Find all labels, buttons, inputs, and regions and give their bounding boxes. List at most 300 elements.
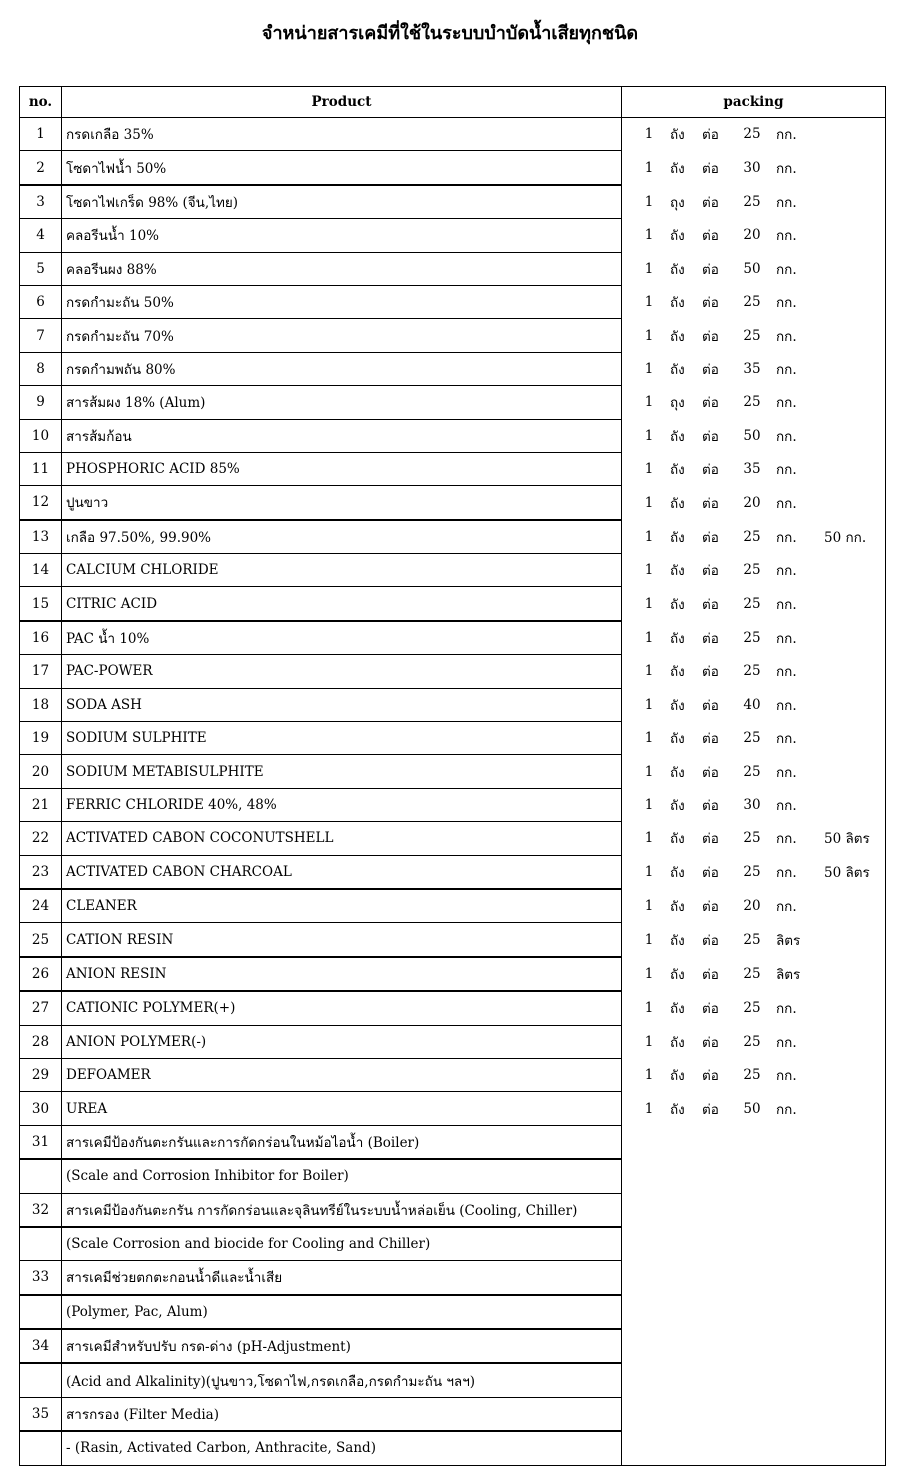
packing-per: ต่อ xyxy=(702,764,719,781)
packing-qty: 1 xyxy=(644,528,654,545)
packing-unit: กก. xyxy=(776,160,797,177)
row-number: 24 xyxy=(20,889,62,923)
packing-cell xyxy=(622,219,886,252)
product-name: CATION RESIN xyxy=(62,923,622,957)
packing-container: ถัง xyxy=(670,1101,685,1118)
row-number: 26 xyxy=(20,957,62,991)
row-number: 31 xyxy=(20,1125,62,1159)
packing-cell xyxy=(622,1058,886,1091)
packing-qty xyxy=(644,1125,654,1159)
row-number: 21 xyxy=(20,788,62,821)
row-number: 34 xyxy=(20,1329,62,1363)
packing-qty xyxy=(644,1227,654,1261)
packing-cell xyxy=(622,486,886,520)
table-row xyxy=(20,118,886,151)
packing-unit: กก. xyxy=(776,596,797,613)
row-number: 14 xyxy=(20,554,62,587)
row-number xyxy=(20,1295,62,1329)
packing-amount: 50 xyxy=(743,260,761,277)
packing-qty xyxy=(644,1363,654,1397)
packing-qty: 1 xyxy=(644,360,654,377)
packing-unit: กก. xyxy=(776,395,797,412)
row-number: 25 xyxy=(20,923,62,957)
packing-amount xyxy=(740,1431,764,1464)
product-name: DEFOAMER xyxy=(62,1058,622,1091)
packing-amount: 25 xyxy=(743,394,761,411)
product-name: SODA ASH xyxy=(62,688,622,721)
packing-cell xyxy=(622,655,886,688)
product-name: กรดกำมพถัน 80% xyxy=(62,352,622,385)
product-name: ACTIVATED CABON CHARCOAL xyxy=(62,855,622,889)
product-name: CATIONIC POLYMER(+) xyxy=(62,991,622,1025)
product-name: UREA xyxy=(62,1092,622,1125)
packing-per: ต่อ xyxy=(702,697,719,714)
packing-qty: 1 xyxy=(644,595,654,612)
product-name: ปูนขาว xyxy=(62,486,622,520)
packing-per: ต่อ xyxy=(702,261,719,278)
table-row xyxy=(20,621,886,655)
product-name: สารเคมีสำหรับปรับ กรด-ด่าง (pH-Adjustment) xyxy=(62,1329,622,1363)
packing-per: ต่อ xyxy=(702,831,719,848)
packing-unit: กก. xyxy=(776,898,797,915)
packing-per: ต่อ xyxy=(702,865,719,882)
packing-amount: 25 xyxy=(743,730,761,747)
packing-unit: กก. xyxy=(776,328,797,345)
product-name: SODIUM SULPHITE xyxy=(62,722,622,755)
table-body xyxy=(20,118,886,1466)
packing-unit: กก. xyxy=(776,1068,797,1085)
packing-unit: กก. xyxy=(776,462,797,479)
packing-per: ต่อ xyxy=(702,664,719,681)
packing-amount: 35 xyxy=(743,461,761,478)
packing-container: ถัง xyxy=(670,798,685,814)
packing-cell xyxy=(622,520,886,554)
packing-qty: 1 xyxy=(644,897,654,914)
product-name: (Acid and Alkalinity)(ปูนขาว,โซดาไฟ,กรดเกลือ,กรดกำมะถัน ฯลฯ) xyxy=(62,1363,622,1397)
row-number: 19 xyxy=(20,722,62,755)
packing-qty: 1 xyxy=(644,830,654,847)
packing-cell xyxy=(622,722,886,755)
table-row xyxy=(20,991,886,1025)
table-row xyxy=(20,1025,886,1058)
table-row xyxy=(20,486,886,520)
packing-unit: กก. xyxy=(776,563,797,580)
packing-amount: 25 xyxy=(743,663,761,680)
packing-extra: 50 กก. xyxy=(824,529,867,546)
packing-per: ต่อ xyxy=(702,630,719,647)
packing-per: ต่อ xyxy=(702,1068,719,1085)
packing-per: ต่อ xyxy=(702,462,719,479)
table-row xyxy=(20,352,886,385)
product-name: คลอรีนน้ำ 10% xyxy=(62,219,622,252)
packing-qty: 1 xyxy=(644,965,654,982)
packing-amount xyxy=(740,1295,764,1329)
packing-amount: 25 xyxy=(743,1000,761,1017)
packing-amount: 25 xyxy=(743,830,761,847)
table-row xyxy=(20,1125,886,1159)
table-row xyxy=(20,755,886,788)
row-number: 29 xyxy=(20,1058,62,1091)
packing-qty xyxy=(644,1159,654,1193)
packing-per: ต่อ xyxy=(702,932,719,949)
row-number: 12 xyxy=(20,486,62,520)
table-row xyxy=(20,822,886,855)
packing-cell xyxy=(622,1363,886,1397)
packing-container: ถัง xyxy=(670,1034,685,1051)
packing-cell xyxy=(622,688,886,721)
row-number: 30 xyxy=(20,1092,62,1125)
row-number xyxy=(20,1363,62,1397)
packing-cell xyxy=(622,1227,886,1261)
product-name: FERRIC CHLORIDE 40%, 48% xyxy=(62,788,622,821)
packing-extra: 50 ลิตร xyxy=(824,831,870,848)
packing-qty: 1 xyxy=(644,294,654,311)
packing-unit: ลิตร xyxy=(776,932,801,949)
packing-container: ถัง xyxy=(670,328,685,345)
packing-qty xyxy=(644,1261,654,1295)
row-number: 11 xyxy=(20,452,62,485)
packing-qty xyxy=(644,1329,654,1363)
product-name: CITRIC ACID xyxy=(62,587,622,621)
packing-qty: 1 xyxy=(644,797,654,813)
product-name: กรดกำมะถัน 70% xyxy=(62,319,622,352)
packing-amount xyxy=(740,1261,764,1295)
packing-unit: กก. xyxy=(776,1101,797,1118)
row-number: 8 xyxy=(20,352,62,385)
packing-qty: 1 xyxy=(644,864,654,881)
packing-per: ต่อ xyxy=(702,395,719,412)
packing-unit: กก. xyxy=(776,664,797,681)
packing-per: ต่อ xyxy=(702,966,719,983)
page-title: จำหน่ายสารเคมีที่ใช้ในระบบบำบัดน้ำเสียทุกชนิด xyxy=(261,23,639,44)
packing-qty: 1 xyxy=(644,461,654,478)
packing-per: ต่อ xyxy=(702,1034,719,1051)
packing-amount xyxy=(740,1193,764,1227)
packing-unit: กก. xyxy=(776,1001,797,1018)
packing-qty: 1 xyxy=(644,260,654,277)
row-number: 9 xyxy=(20,386,62,419)
packing-unit: กก. xyxy=(776,1034,797,1051)
row-number: 32 xyxy=(20,1193,62,1227)
row-number: 33 xyxy=(20,1261,62,1295)
packing-container: ถัง xyxy=(670,865,685,882)
product-name: กรดกำมะถัน 50% xyxy=(62,285,622,318)
table-row xyxy=(20,1431,886,1465)
packing-amount xyxy=(740,1397,764,1431)
packing-amount: 25 xyxy=(743,931,761,948)
packing-container: ถัง xyxy=(670,664,685,681)
product-name: โซดาไฟน้ำ 50% xyxy=(62,151,622,185)
packing-qty: 1 xyxy=(644,227,654,244)
product-name: สารเคมีป้องกันตะกรัน การกัดกร่อนและจุลินทรีย์ในระบบน้ำหล่อเย็น (Cooling, Chiller) xyxy=(62,1193,622,1227)
packing-qty: 1 xyxy=(644,394,654,411)
product-name: โซดาไฟเกร็ด 98% (จีน,ไทย) xyxy=(62,185,622,219)
packing-amount xyxy=(740,1363,764,1397)
row-number: 2 xyxy=(20,151,62,185)
product-name: CLEANER xyxy=(62,889,622,923)
table-row xyxy=(20,923,886,957)
row-number: 20 xyxy=(20,755,62,788)
packing-cell xyxy=(622,755,886,788)
packing-unit: กก. xyxy=(776,194,797,211)
packing-container: ถัง xyxy=(670,596,685,613)
packing-unit: กก. xyxy=(776,731,797,748)
row-number: 7 xyxy=(20,319,62,352)
product-table xyxy=(19,86,886,1466)
packing-unit: กก. xyxy=(776,361,797,378)
product-name: ANION RESIN xyxy=(62,957,622,991)
packing-cell xyxy=(622,788,886,821)
packing-unit: กก. xyxy=(776,798,797,814)
packing-container: ถัง xyxy=(670,630,685,647)
packing-unit: กก. xyxy=(776,697,797,714)
packing-amount xyxy=(740,1159,764,1193)
table-row xyxy=(20,1397,886,1431)
packing-unit: กก. xyxy=(776,428,797,445)
packing-qty xyxy=(644,1295,654,1329)
packing-cell xyxy=(622,889,886,923)
packing-container: ถัง xyxy=(670,529,685,546)
packing-container: ถัง xyxy=(670,361,685,378)
packing-per: ต่อ xyxy=(702,194,719,211)
packing-amount xyxy=(740,1329,764,1363)
packing-qty: 1 xyxy=(644,730,654,747)
packing-per: ต่อ xyxy=(702,160,719,177)
packing-qty: 1 xyxy=(644,629,654,646)
packing-per: ต่อ xyxy=(702,1101,719,1118)
packing-qty: 1 xyxy=(644,1067,654,1084)
row-number: 3 xyxy=(20,185,62,219)
packing-per: ต่อ xyxy=(702,228,719,245)
packing-amount: 25 xyxy=(743,193,761,210)
product-name: PAC-POWER xyxy=(62,655,622,688)
row-number: 10 xyxy=(20,419,62,452)
header-product: Product xyxy=(62,87,622,118)
product-name: สารเคมีช่วยตกตะกอนน้ำดีและน้ำเสีย xyxy=(62,1261,622,1295)
packing-amount xyxy=(740,1227,764,1261)
table-row xyxy=(20,520,886,554)
table-row xyxy=(20,1227,886,1261)
table-row xyxy=(20,1058,886,1091)
packing-qty xyxy=(644,1397,654,1431)
packing-per: ต่อ xyxy=(702,428,719,445)
packing-cell xyxy=(622,991,886,1025)
product-name: สารกรอง (Filter Media) xyxy=(62,1397,622,1431)
table-row xyxy=(20,219,886,252)
packing-unit: กก. xyxy=(776,630,797,647)
table-row xyxy=(20,151,886,185)
row-number: 15 xyxy=(20,587,62,621)
row-number: 17 xyxy=(20,655,62,688)
table-row xyxy=(20,452,886,485)
row-number: 23 xyxy=(20,855,62,889)
product-name: PHOSPHORIC ACID 85% xyxy=(62,452,622,485)
header-no: no. xyxy=(20,87,62,118)
packing-unit: กก. xyxy=(776,261,797,278)
packing-container: ถัง xyxy=(670,160,685,177)
packing-unit: กก. xyxy=(776,495,797,512)
packing-container: ถัง xyxy=(670,966,685,983)
packing-container: ถัง xyxy=(670,462,685,479)
table-row xyxy=(20,554,886,587)
product-name: สารเคมีป้องกันตะกรันและการกัดกร่อนในหม้อไอน้ำ (Boiler) xyxy=(62,1125,622,1159)
packing-amount: 50 xyxy=(743,427,761,444)
packing-container: ถัง xyxy=(670,261,685,278)
packing-per: ต่อ xyxy=(702,127,719,144)
packing-cell xyxy=(622,1025,886,1058)
product-name: ACTIVATED CABON COCONUTSHELL xyxy=(62,822,622,855)
packing-qty: 1 xyxy=(644,427,654,444)
table-row xyxy=(20,1295,886,1329)
packing-cell xyxy=(622,1397,886,1431)
packing-cell xyxy=(622,1431,886,1465)
product-name: ANION POLYMER(-) xyxy=(62,1025,622,1058)
packing-cell xyxy=(622,285,886,318)
packing-amount: 25 xyxy=(743,126,761,143)
packing-amount: 50 xyxy=(743,1100,761,1117)
packing-qty: 1 xyxy=(644,696,654,713)
row-number: 18 xyxy=(20,688,62,721)
packing-amount: 25 xyxy=(743,528,761,545)
packing-amount: 40 xyxy=(743,696,761,713)
packing-amount: 25 xyxy=(743,629,761,646)
packing-per: ต่อ xyxy=(702,529,719,546)
row-number: 22 xyxy=(20,822,62,855)
table-row xyxy=(20,722,886,755)
packing-cell xyxy=(622,452,886,485)
product-name: CALCIUM CHLORIDE xyxy=(62,554,622,587)
packing-cell xyxy=(622,923,886,957)
packing-cell xyxy=(622,352,886,385)
packing-unit: กก. xyxy=(776,764,797,781)
product-name: กรดเกลือ 35% xyxy=(62,118,622,151)
product-name: (Scale and Corrosion Inhibitor for Boiler) xyxy=(62,1159,622,1193)
packing-cell xyxy=(622,822,886,855)
packing-amount: 30 xyxy=(743,159,761,176)
packing-container: ถัง xyxy=(670,1001,685,1018)
packing-qty: 1 xyxy=(644,562,654,579)
table-row xyxy=(20,1159,886,1193)
table-row xyxy=(20,285,886,318)
product-name: - (Rasin, Activated Carbon, Anthracite, Sand) xyxy=(62,1431,622,1465)
row-number xyxy=(20,1431,62,1465)
packing-amount: 20 xyxy=(743,494,761,511)
packing-qty: 1 xyxy=(644,159,654,176)
packing-container: ถัง xyxy=(670,1068,685,1085)
table-row xyxy=(20,957,886,991)
row-number: 6 xyxy=(20,285,62,318)
table-row xyxy=(20,889,886,923)
packing-container: ถัง xyxy=(670,697,685,714)
packing-cell xyxy=(622,1159,886,1193)
packing-cell xyxy=(622,1125,886,1159)
table-row xyxy=(20,419,886,452)
row-number: 28 xyxy=(20,1025,62,1058)
packing-qty: 1 xyxy=(644,1100,654,1117)
packing-qty: 1 xyxy=(644,763,654,780)
packing-cell xyxy=(622,151,886,185)
packing-qty: 1 xyxy=(644,494,654,511)
product-name: PAC น้ำ 10% xyxy=(62,621,622,655)
packing-cell xyxy=(622,855,886,889)
packing-container: ถุง xyxy=(670,194,685,211)
row-number: 5 xyxy=(20,252,62,285)
table-row xyxy=(20,319,886,352)
packing-unit: กก. xyxy=(776,831,797,848)
packing-qty: 1 xyxy=(644,1033,654,1050)
packing-per: ต่อ xyxy=(702,361,719,378)
packing-qty: 1 xyxy=(644,327,654,344)
packing-qty xyxy=(644,1193,654,1227)
row-number: 1 xyxy=(20,118,62,151)
packing-unit: กก. xyxy=(776,127,797,144)
packing-container: ถัง xyxy=(670,932,685,949)
table-row xyxy=(20,855,886,889)
packing-cell xyxy=(622,1092,886,1125)
packing-container: ถัง xyxy=(670,731,685,748)
product-name: SODIUM METABISULPHITE xyxy=(62,755,622,788)
packing-qty: 1 xyxy=(644,931,654,948)
packing-container: ถัง xyxy=(670,428,685,445)
table-row xyxy=(20,1363,886,1397)
table-row xyxy=(20,1261,886,1295)
product-name: เกลือ 97.50%, 99.90% xyxy=(62,520,622,554)
packing-amount: 20 xyxy=(743,897,761,914)
packing-cell xyxy=(622,1329,886,1363)
packing-amount: 25 xyxy=(743,294,761,311)
packing-extra: 50 ลิตร xyxy=(824,865,870,882)
table-row xyxy=(20,1092,886,1125)
packing-unit: กก. xyxy=(776,865,797,882)
packing-amount xyxy=(740,1125,764,1159)
packing-unit: กก. xyxy=(776,529,797,546)
packing-container: ถัง xyxy=(670,495,685,512)
table-row xyxy=(20,252,886,285)
packing-cell xyxy=(622,621,886,655)
table-row xyxy=(20,386,886,419)
packing-cell xyxy=(622,319,886,352)
packing-per: ต่อ xyxy=(702,563,719,580)
packing-amount: 20 xyxy=(743,227,761,244)
table-row xyxy=(20,655,886,688)
packing-cell xyxy=(622,1295,886,1329)
packing-cell xyxy=(622,185,886,219)
packing-unit: ลิตร xyxy=(776,966,801,983)
table-row xyxy=(20,788,886,821)
product-name: คลอรีนผง 88% xyxy=(62,252,622,285)
packing-container: ถัง xyxy=(670,563,685,580)
packing-cell xyxy=(622,1193,886,1227)
product-name: (Scale Corrosion and biocide for Cooling and Chiller) xyxy=(62,1227,622,1261)
packing-amount: 25 xyxy=(743,1033,761,1050)
packing-container: ถัง xyxy=(670,127,685,144)
packing-qty: 1 xyxy=(644,663,654,680)
header-packing: packing xyxy=(622,87,886,118)
table-row xyxy=(20,1329,886,1363)
packing-per: ต่อ xyxy=(702,295,719,312)
row-number: 27 xyxy=(20,991,62,1025)
packing-unit: กก. xyxy=(776,228,797,245)
packing-per: ต่อ xyxy=(702,596,719,613)
packing-cell xyxy=(622,419,886,452)
row-number: 4 xyxy=(20,219,62,252)
packing-per: ต่อ xyxy=(702,898,719,915)
packing-per: ต่อ xyxy=(702,495,719,512)
packing-per: ต่อ xyxy=(702,328,719,345)
packing-container: ถุง xyxy=(670,395,685,412)
packing-container: ถัง xyxy=(670,764,685,781)
packing-container: ถัง xyxy=(670,898,685,915)
